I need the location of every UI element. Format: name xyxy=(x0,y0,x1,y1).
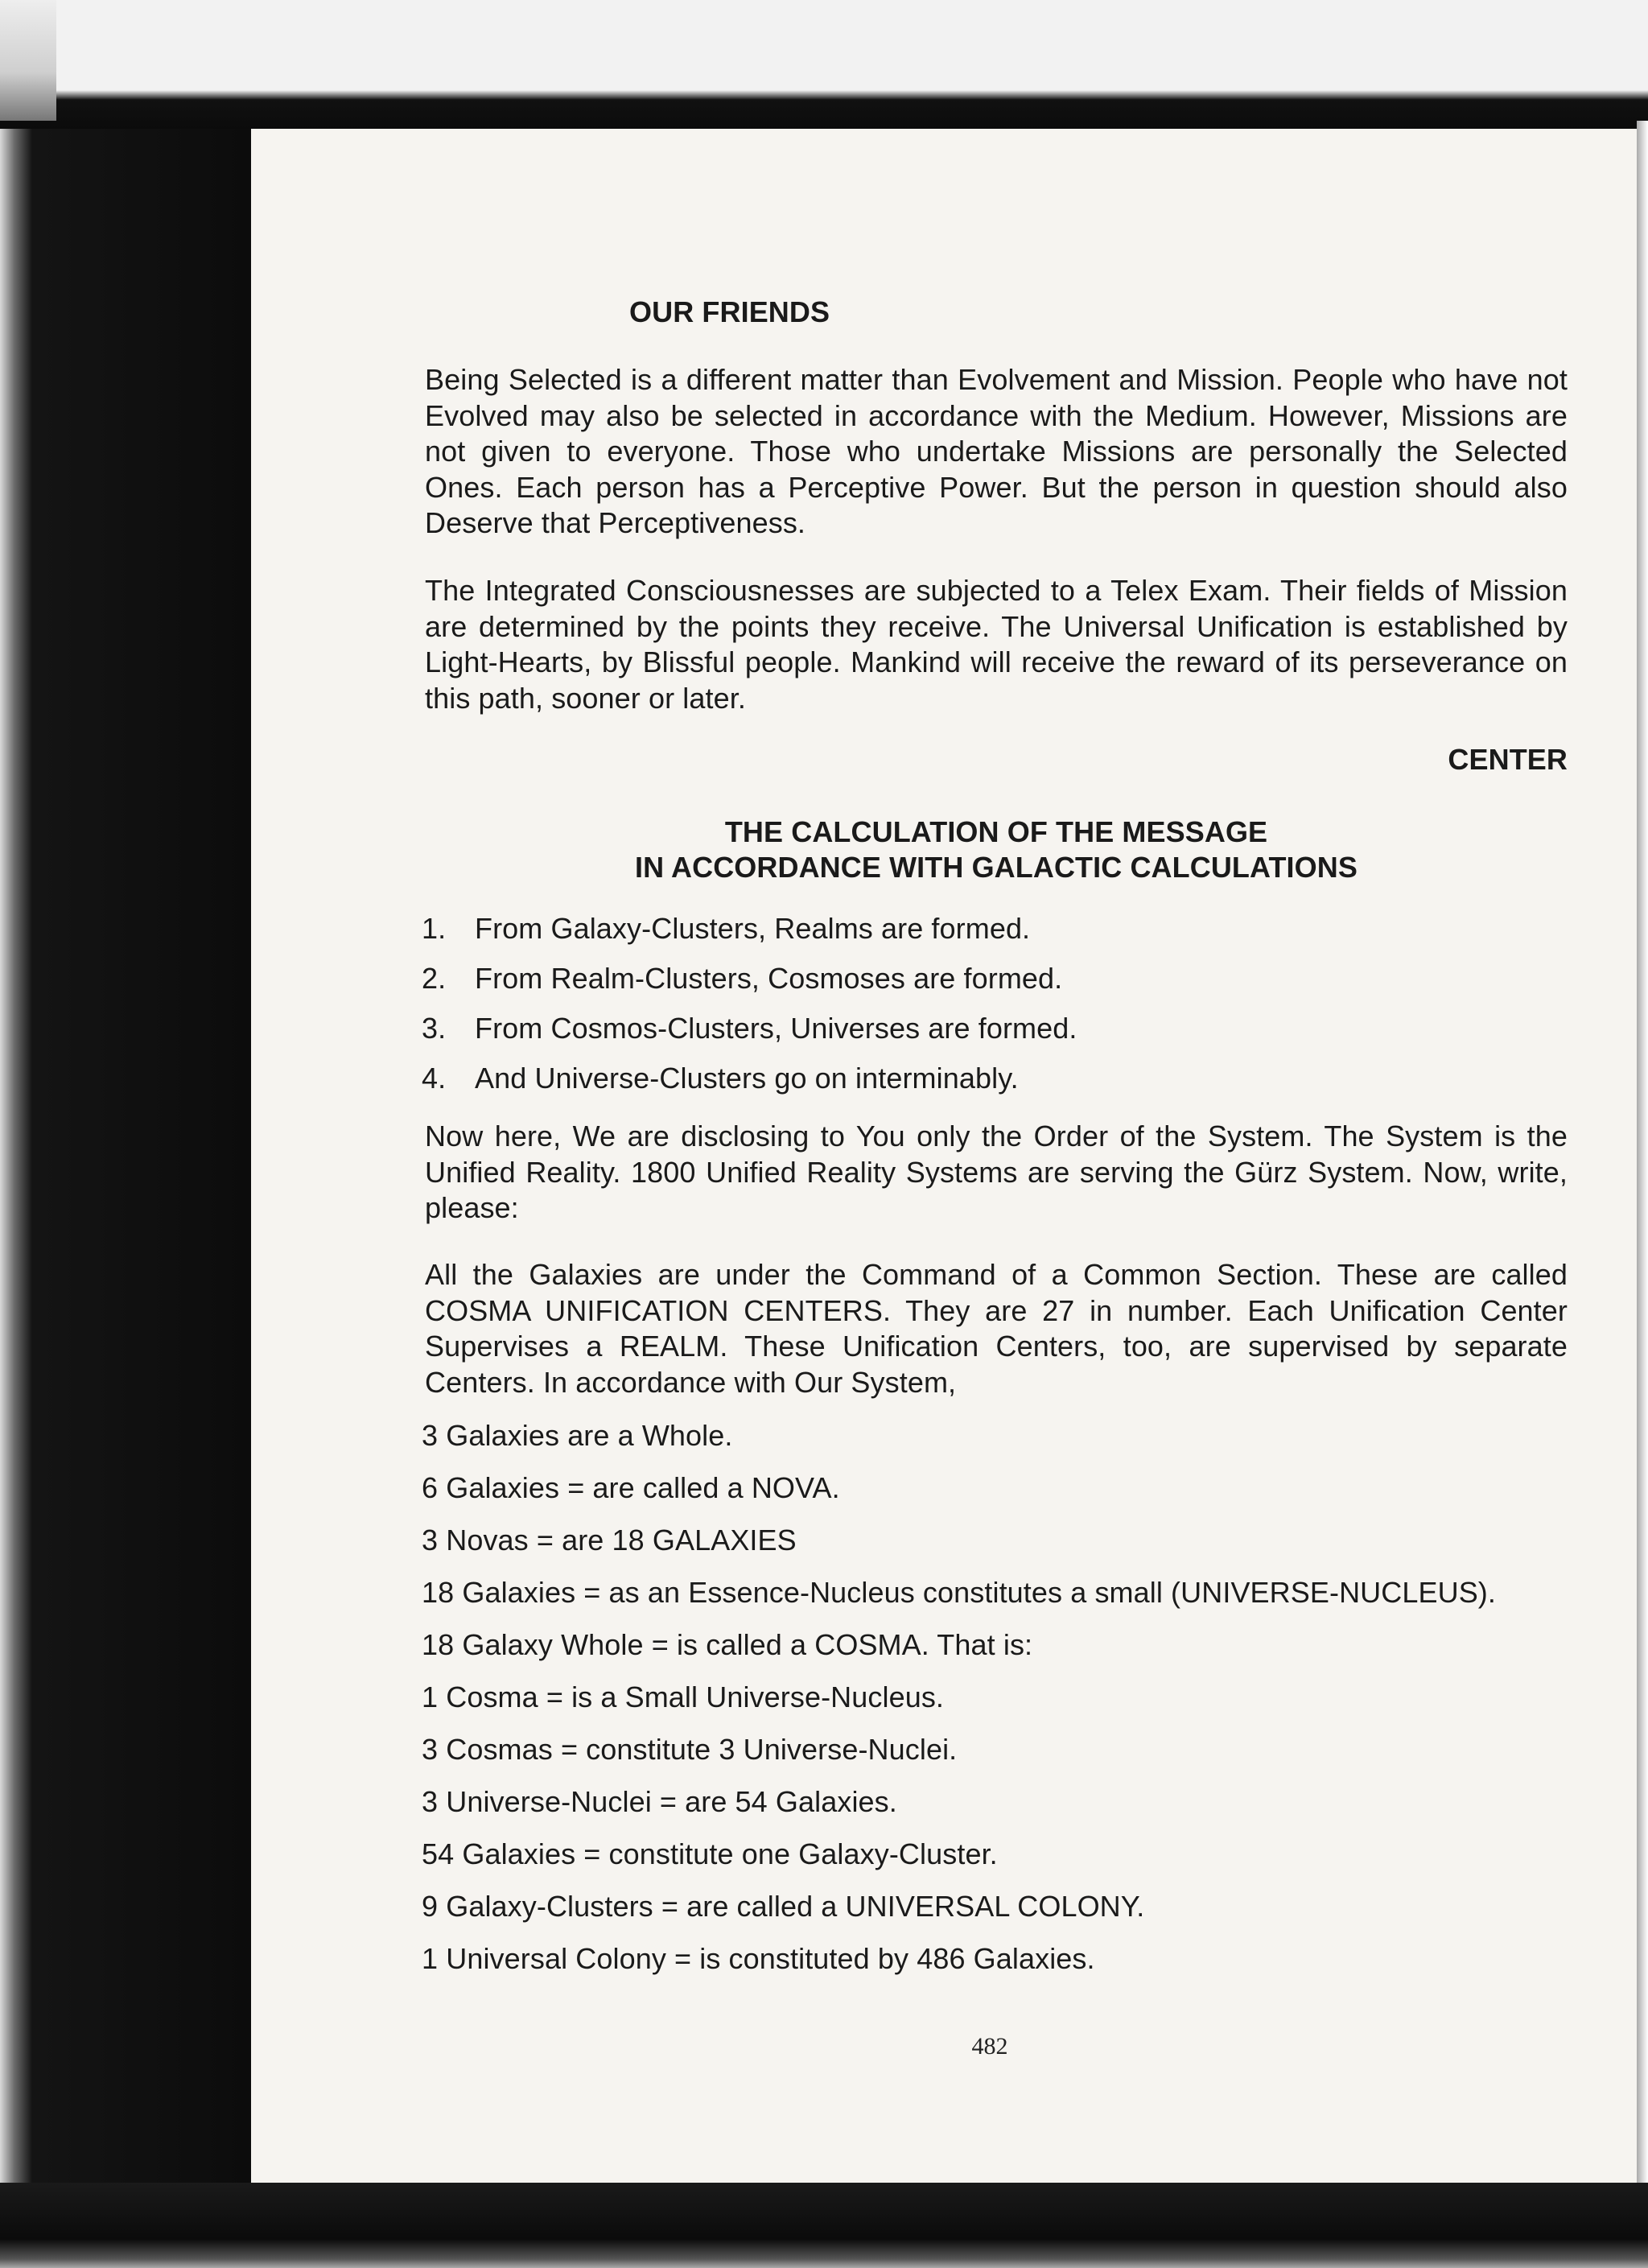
equation-line: 9 Galaxy-Clusters = are called a UNIVERSAL COLONY. xyxy=(422,1890,1145,1923)
list-item-number: 3. xyxy=(422,1012,447,1045)
equation-line: 1 Cosma = is a Small Universe-Nucleus. xyxy=(422,1680,945,1713)
page-title: OUR FRIENDS xyxy=(629,295,830,328)
scan-border-right xyxy=(1637,121,1648,2268)
section-heading-line-1: THE CALCULATION OF THE MESSAGE xyxy=(724,815,1268,848)
paragraph-order-of-system: Now here, We are disclosing to You only the Order of the System. The System is the Unified Reality. 1800 Unified Reality Systems are serving the Gürz System. Now, write, please: xyxy=(425,1120,1568,1224)
equation-line: 1 Universal Colony = is constituted by 486 Galaxies. xyxy=(422,1942,1095,1975)
scan-border-top xyxy=(0,0,1648,129)
page-number: 482 xyxy=(971,2033,1008,2060)
equation-line: 54 Galaxies = constitute one Galaxy-Cluster. xyxy=(422,1837,998,1870)
list-item-text: And Universe-Clusters go on interminably. xyxy=(475,1062,1019,1095)
list-item xyxy=(422,911,1564,947)
list-item-text: From Galaxy-Clusters, Realms are formed. xyxy=(475,912,1031,945)
list-item xyxy=(422,1061,1564,1097)
scan-corner xyxy=(0,0,56,121)
equation-line: 3 Galaxies are a Whole. xyxy=(422,1419,733,1452)
equation-line: 18 Galaxies = as an Essence-Nucleus constitutes a small (UNIVERSE-NUCLEUS). xyxy=(422,1576,1496,1609)
equation-line: 3 Universe-Nuclei = are 54 Galaxies. xyxy=(422,1785,897,1818)
paragraph-cosma-unification: All the Galaxies are under the Command of a Common Section. These are called COSMA UNIFICATION CENTERS. They are 27 in number. Each Unification Center Supervises a REALM. These Unification Centers, too, are supervised by separate Centers. In accordance with Our System, xyxy=(425,1258,1568,1399)
paragraph-selected-ones: Being Selected is a different matter than Evolvement and Mission. People who have not Evolved may also be selected in accordance with the Medium. However, Missions are not given to everyone. Those who undertake Missions are personally the Selected Ones. Each person has a Perceptive Power. But the person in question should also Deserve that Perceptiveness. xyxy=(425,363,1568,539)
list-item-number: 4. xyxy=(422,1062,447,1095)
list-item-text: From Realm-Clusters, Cosmoses are formed. xyxy=(475,962,1063,995)
scan-border-bottom xyxy=(0,2183,1648,2268)
signoff: CENTER xyxy=(1448,743,1568,776)
equation-line: 18 Galaxy Whole = is called a COSMA. That is: xyxy=(422,1628,1033,1661)
scan-border-left xyxy=(0,0,251,2268)
list-item-number: 2. xyxy=(422,962,447,995)
list-item-text: From Cosmos-Clusters, Universes are formed. xyxy=(475,1012,1077,1045)
list-item-number: 1. xyxy=(422,912,447,945)
list-item xyxy=(422,1011,1564,1047)
equation-line: 3 Cosmas = constitute 3 Universe-Nuclei. xyxy=(422,1733,958,1766)
paragraph-integrated-consciousnesses: The Integrated Consciousnesses are subjected to a Telex Exam. Their fields of Mission are determined by the points they receive. The Universal Unification is established by Light-Hearts, by Blissful people. Mankind will receive the reward of its perseverance on this path, sooner or later. xyxy=(425,574,1568,715)
section-heading-line-2: IN ACCORDANCE WITH GALACTIC CALCULATIONS xyxy=(635,851,1358,884)
equation-line: 3 Novas = are 18 GALAXIES xyxy=(422,1524,797,1557)
equation-line: 6 Galaxies = are called a NOVA. xyxy=(422,1471,840,1504)
list-item xyxy=(422,961,1564,997)
